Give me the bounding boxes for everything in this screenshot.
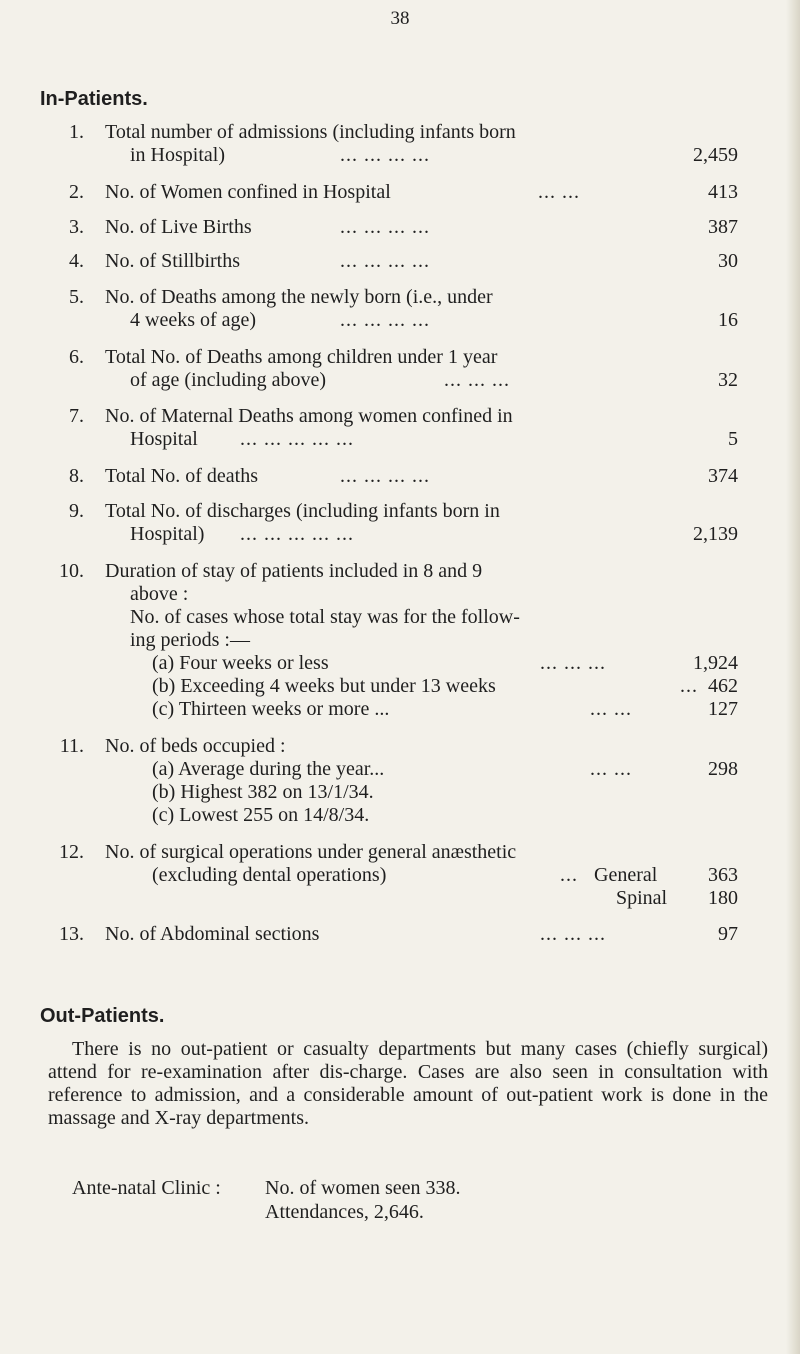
item-text-continued: in Hospital) xyxy=(130,144,225,166)
sub-item-value: 298 xyxy=(708,758,738,780)
page-number: 38 xyxy=(390,8,410,29)
item-value: 32 xyxy=(718,369,738,391)
item-number: 11. xyxy=(59,735,84,757)
leader-dots: ... ... ... xyxy=(540,923,606,945)
item-text: Total No. of Deaths among children under 1 year xyxy=(105,346,498,368)
item-number: 1. xyxy=(69,121,84,143)
clinic-label: Ante-natal Clinic : xyxy=(72,1177,221,1199)
item-value: 2,139 xyxy=(693,523,738,545)
leader-dots: ... ... ... ... xyxy=(340,465,430,487)
item-text: No. of Maternal Deaths among women confined in xyxy=(105,405,513,427)
sub-item-value: 1,924 xyxy=(693,652,738,674)
item-text: Total No. of deaths xyxy=(105,465,259,487)
sub-item-text: (a) Average during the year... xyxy=(152,758,385,780)
leader-dots: ... ... xyxy=(590,698,632,720)
item-number: 8. xyxy=(69,465,84,487)
sub-item-value: 363 xyxy=(708,864,738,886)
sub-item-text: (b) Highest 382 on 13/1/34. xyxy=(152,781,374,803)
leader-dots: ... ... xyxy=(590,758,632,780)
leader-dots: ... ... ... xyxy=(540,652,606,674)
leader-dots: ... xyxy=(680,675,698,697)
item-value: 2,459 xyxy=(693,144,738,166)
leader-dots: ... ... ... ... xyxy=(340,250,430,272)
item-text: Total No. of discharges (including infants born in xyxy=(105,500,500,522)
item-text: No. of surgical operations under general anæsthetic xyxy=(105,841,517,863)
item-number: 5. xyxy=(69,286,84,308)
item-number: 4. xyxy=(69,250,84,272)
outpatients-heading: Out-Patients. xyxy=(40,1005,165,1027)
item-text-continued: of age (including above) xyxy=(130,369,327,391)
item-number: 7. xyxy=(69,405,84,427)
outpatients-paragraph: There is no out-patient or casualty departments but many cases (chiefly surgical) attend for re-examination after dis-charge. Cases are also seen in consultation with reference to admission, and a considerable amount of out-patient work is done in the massage and X-ray departments. xyxy=(48,1038,768,1129)
item-number: 10. xyxy=(59,560,84,582)
leader-dots: ... ... ... ... xyxy=(340,144,430,166)
leader-dots: ... ... ... ... ... xyxy=(240,428,354,450)
item-text-continued: (excluding dental operations) xyxy=(152,864,387,886)
sub-item-value: 180 xyxy=(708,887,738,909)
page-edge-shadow xyxy=(786,0,800,1354)
item-value: 97 xyxy=(718,923,738,945)
sub-item-value: 462 xyxy=(708,675,738,697)
item-text: No. of beds occupied : xyxy=(105,735,286,757)
leader-dots: ... ... ... ... xyxy=(340,309,430,331)
item-text: No. of Stillbirths xyxy=(105,250,241,272)
item-text-continued: No. of cases whose total stay was for the follow- xyxy=(130,606,520,628)
item-number: 13. xyxy=(59,923,84,945)
item-text-continued: Hospital xyxy=(130,428,198,450)
item-text: No. of Live Births xyxy=(105,216,252,238)
item-number: 2. xyxy=(69,181,84,203)
clinic-women-seen: No. of women seen 338. xyxy=(265,1177,461,1199)
item-text: No. of Women confined in Hospital xyxy=(105,181,391,203)
item-number: 12. xyxy=(59,841,84,863)
sub-item-text: Spinal xyxy=(616,887,668,909)
clinic-attendances: Attendances, 2,646. xyxy=(265,1201,424,1223)
item-number: 3. xyxy=(69,216,84,238)
item-number: 9. xyxy=(69,500,84,522)
leader-dots: ... xyxy=(560,864,578,886)
item-value: 387 xyxy=(708,216,738,238)
leader-dots: ... ... ... xyxy=(444,369,510,391)
item-value: 5 xyxy=(728,428,738,450)
item-text-continued: 4 weeks of age) xyxy=(130,309,257,331)
item-text-continued: ing periods :— xyxy=(130,629,250,651)
item-value: 30 xyxy=(718,250,738,272)
item-text-continued: Hospital) xyxy=(130,523,205,545)
item-value: 413 xyxy=(708,181,738,203)
item-text: Duration of stay of patients included in 8 and 9 xyxy=(105,560,483,582)
item-number: 6. xyxy=(69,346,84,368)
sub-item-text: (b) Exceeding 4 weeks but under 13 weeks xyxy=(152,675,496,697)
leader-dots: ... ... xyxy=(538,181,580,203)
item-text-continued: above : xyxy=(130,583,189,605)
item-text: No. of Deaths among the newly born (i.e., under xyxy=(105,286,493,308)
item-value: 16 xyxy=(718,309,738,331)
item-value: 374 xyxy=(708,465,738,487)
leader-dots: ... ... ... ... ... xyxy=(240,523,354,545)
leader-dots: ... ... ... ... xyxy=(340,216,430,238)
sub-item-text: (c) Thirteen weeks or more ... xyxy=(152,698,390,720)
inpatients-heading: In-Patients. xyxy=(40,88,148,110)
sub-item-text: General xyxy=(594,864,658,886)
item-text: No. of Abdominal sections xyxy=(105,923,320,945)
item-text: Total number of admissions (including infants born xyxy=(105,121,516,143)
sub-item-text: (a) Four weeks or less xyxy=(152,652,329,674)
sub-item-value: 127 xyxy=(708,698,738,720)
sub-item-text: (c) Lowest 255 on 14/8/34. xyxy=(152,804,370,826)
